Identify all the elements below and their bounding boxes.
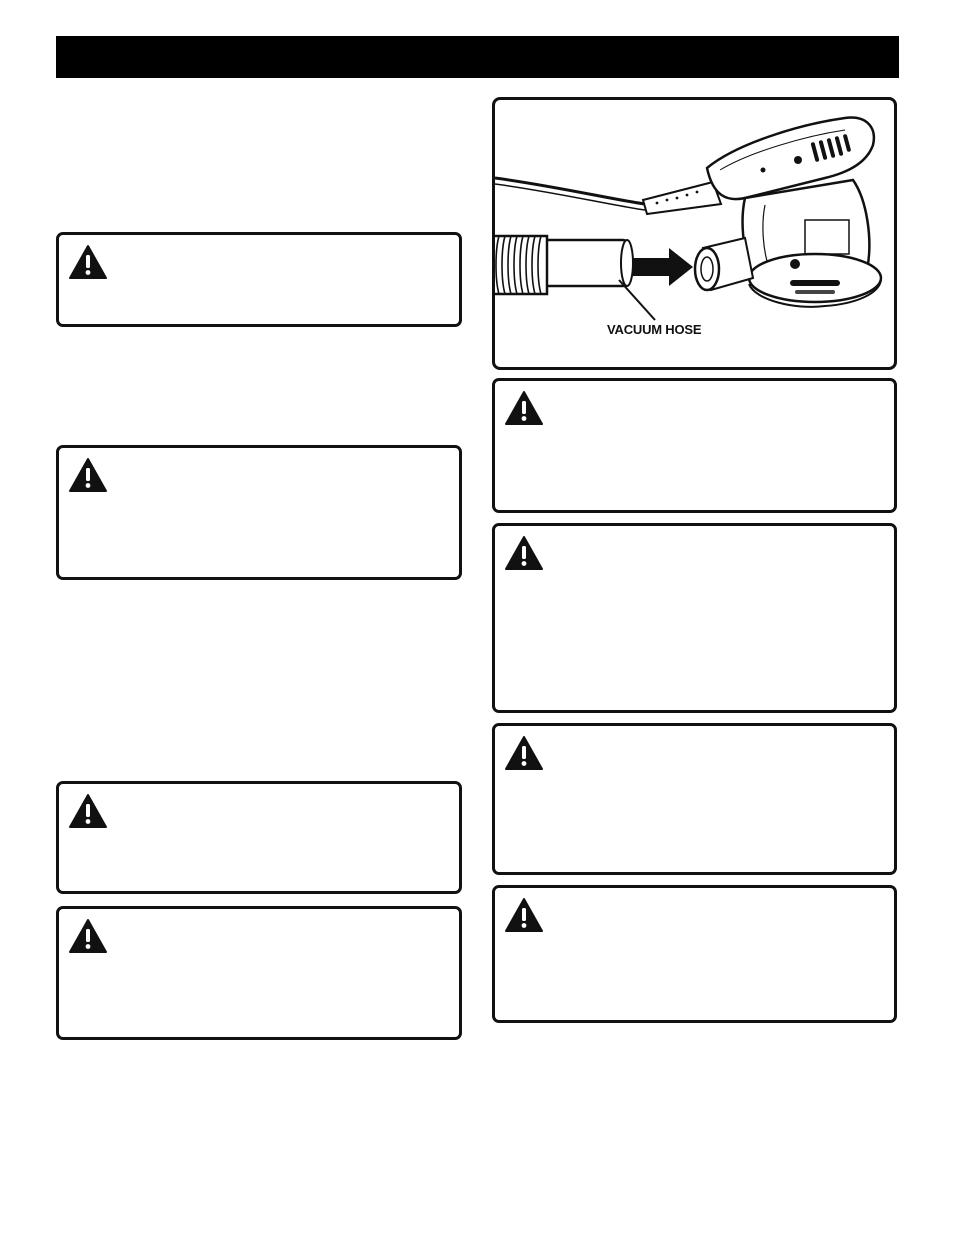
warning-triangle-icon [504, 390, 544, 426]
vacuum-hose-label: VACUUM HOSE [607, 322, 702, 337]
warning-triangle-icon [68, 457, 108, 493]
sander-vacuum-figure [492, 97, 897, 370]
warning-box-8 [492, 885, 897, 1023]
page-header-bar [56, 36, 899, 78]
warning-box-4 [56, 906, 462, 1040]
warning-triangle-icon [68, 244, 108, 280]
warning-triangle-icon [504, 897, 544, 933]
warning-box-7 [492, 723, 897, 875]
warning-triangle-icon [68, 918, 108, 954]
warning-box-3 [56, 781, 462, 894]
warning-box-1 [56, 232, 462, 327]
warning-triangle-icon [504, 535, 544, 571]
warning-box-6 [492, 523, 897, 713]
warning-box-5 [492, 378, 897, 513]
warning-triangle-icon [504, 735, 544, 771]
warning-box-2 [56, 445, 462, 580]
warning-triangle-icon [68, 793, 108, 829]
